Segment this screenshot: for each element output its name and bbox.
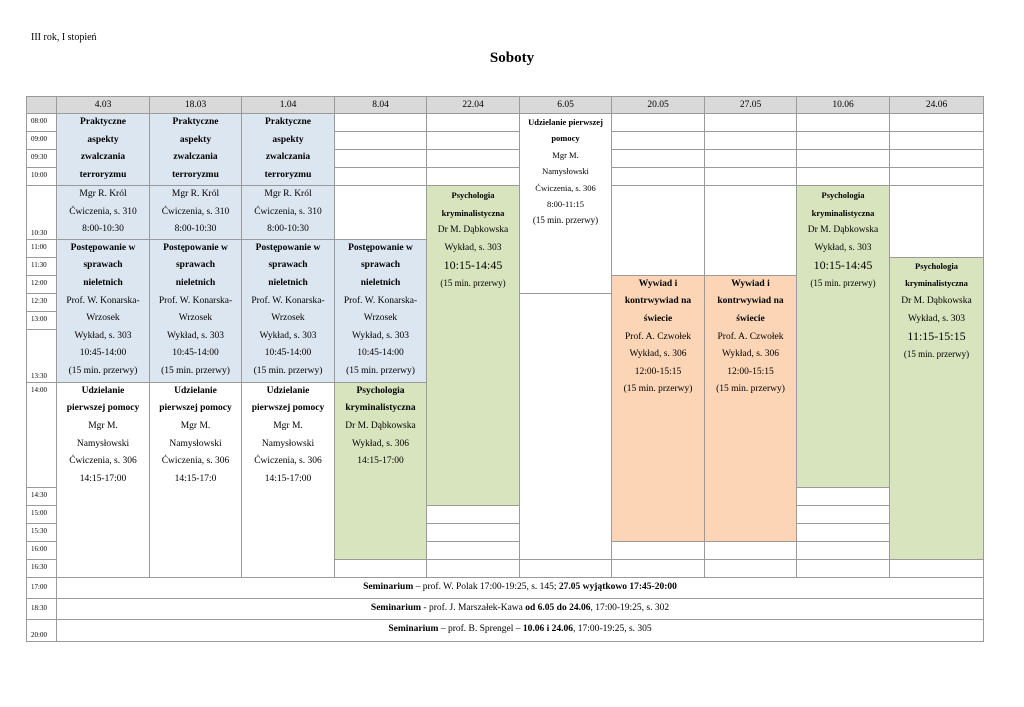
time-label: 09:00 (27, 132, 57, 150)
empty-cell (427, 541, 520, 559)
empty-cell (797, 541, 890, 559)
class-block: Praktyczne aspekty zwalczania terroryzmu (150, 114, 242, 186)
empty-cell (890, 114, 984, 132)
class-block: Postępowanie w sprawach nieletnich Prof. W. Konarska- Wrzosek Wykład, s. 303 10:45-14:00 (15 min. przerwy) (57, 239, 150, 382)
empty-cell (797, 132, 890, 150)
time-label: 10:00 (27, 168, 57, 186)
empty-cell (335, 168, 427, 186)
time-label: 13:00 (27, 311, 57, 329)
date-header: 6.05 (520, 97, 612, 114)
time-label: 09:30 (27, 150, 57, 168)
time-label: 15:30 (27, 523, 57, 541)
empty-cell (890, 559, 984, 577)
empty-cell (612, 150, 705, 168)
empty-cell (890, 132, 984, 150)
corner-cell (27, 97, 57, 114)
empty-cell (612, 168, 705, 186)
class-block: Postępowanie w sprawach nieletnich Prof. W. Konarska- Wrzosek Wykład, s. 303 10:45-14:00 (15 min. przerwy) (242, 239, 335, 382)
time-label: 18:30 (27, 598, 57, 619)
class-block: Psychologia kryminalistyczna Dr M. Dąbkowska Wykład, s. 303 10:15-14:45 (15 min. przerwy) (427, 186, 520, 506)
date-header: 8.04 (335, 97, 427, 114)
empty-cell (890, 186, 984, 258)
empty-cell (612, 559, 705, 577)
time-label: 14:30 (27, 487, 57, 505)
time-label: 11:00 (27, 239, 57, 257)
class-block: Udzielanie pierwszej pomocy Mgr M. Namysłowski Ćwiczenia, s. 306 14:15-17:00 (242, 382, 335, 577)
date-header: 18.03 (150, 97, 242, 114)
empty-cell (705, 541, 797, 559)
date-header: 27.05 (705, 97, 797, 114)
date-header: 24.06 (890, 97, 984, 114)
empty-cell (705, 114, 797, 132)
empty-cell (427, 168, 520, 186)
date-header: 1.04 (242, 97, 335, 114)
empty-cell (797, 523, 890, 541)
class-block: Wywiad i kontrwywiad na świecie Prof. A. Czwołek Wykład, s. 306 12:00-15:15 (15 min. przerwy) (705, 275, 797, 541)
empty-cell (335, 114, 427, 132)
empty-cell (335, 132, 427, 150)
time-label: 12:00 (27, 275, 57, 293)
page-subtitle: III rok, I stopień (31, 32, 97, 43)
page-title: Soboty (489, 50, 535, 66)
empty-cell (335, 150, 427, 168)
empty-cell (705, 186, 797, 276)
empty-cell (797, 168, 890, 186)
time-label: 13:30 (27, 329, 57, 382)
empty-cell (890, 168, 984, 186)
class-block: Mgr R. Król Ćwiczenia, s. 310 8:00-10:30 (57, 186, 150, 240)
time-label: 15:00 (27, 505, 57, 523)
empty-cell (520, 559, 612, 577)
empty-cell (612, 114, 705, 132)
empty-cell (427, 114, 520, 132)
class-block: Praktyczne aspekty zwalczania terroryzmu (242, 114, 335, 186)
empty-cell (427, 505, 520, 523)
class-block: Wywiad i kontrwywiad na świecie Prof. A. Czwołek Wykład, s. 306 12:00-15:15 (15 min. przerwy) (612, 275, 705, 541)
class-block: Mgr R. Król Ćwiczenia, s. 310 8:00-10:30 (150, 186, 242, 240)
class-block: Mgr R. Król Ćwiczenia, s. 310 8:00-10:30 (242, 186, 335, 240)
empty-cell (705, 150, 797, 168)
empty-cell (612, 541, 705, 559)
date-header: 20.05 (612, 97, 705, 114)
time-label: 20:00 (27, 619, 57, 641)
schedule-table (26, 96, 984, 642)
class-block: Udzielanie pierwszej pomocy Mgr M. Namysłowski Ćwiczenia, s. 306 14:15-17:0 (150, 382, 242, 577)
date-header: 4.03 (57, 97, 150, 114)
empty-cell (427, 523, 520, 541)
empty-cell (797, 487, 890, 505)
date-header: 22.04 (427, 97, 520, 114)
class-block: Psychologia kryminalistyczna Dr M. Dąbkowska Wykład, s. 303 11:15-15:15 (15 min. przerwy) (890, 257, 984, 559)
empty-cell (797, 559, 890, 577)
time-label: 16:30 (27, 559, 57, 577)
empty-cell (427, 132, 520, 150)
time-label: 08:00 (27, 114, 57, 132)
class-block: Psychologia kryminalistyczna Dr M. Dąbkowska Wykład, s. 306 14:15-17:00 (335, 382, 427, 559)
time-label: 17:00 (27, 577, 57, 598)
class-block: Psychologia kryminalistyczna Dr M. Dąbkowska Wykład, s. 303 10:15-14:45 (15 min. przerwy) (797, 186, 890, 488)
empty-cell (705, 559, 797, 577)
empty-cell (612, 132, 705, 150)
empty-cell (705, 168, 797, 186)
empty-cell (427, 150, 520, 168)
empty-cell (612, 186, 705, 276)
class-block: Postępowanie w sprawach nieletnich Prof. W. Konarska- Wrzosek Wykład, s. 303 10:45-14:00 (15 min. przerwy) (150, 239, 242, 382)
date-header: 10.06 (797, 97, 890, 114)
time-label: 14:00 (27, 382, 57, 487)
time-label: 12:30 (27, 293, 57, 311)
empty-cell (427, 559, 520, 577)
class-block: Praktyczne aspekty zwalczania terroryzmu (57, 114, 150, 186)
seminar-line: Seminarium – prof. W. Polak 17:00-19:25, s. 145; 27.05 wyjątkowo 17:45-20:00 (57, 577, 984, 598)
class-block: Postępowanie w sprawach nieletnich Prof. W. Konarska- Wrzosek Wykład, s. 303 10:45-14:00 (15 min. przerwy) (335, 239, 427, 382)
empty-cell (520, 293, 612, 559)
empty-cell (797, 150, 890, 168)
class-block: Udzielanie pierwszej pomocy Mgr M. Namysłowski Ćwiczenia, s. 306 8:00-11:15 (15 min. przerwy) (520, 114, 612, 294)
empty-cell (705, 132, 797, 150)
time-label: 11:30 (27, 257, 57, 275)
class-block: Udzielanie pierwszej pomocy Mgr M. Namysłowski Ćwiczenia, s. 306 14:15-17:00 (57, 382, 150, 577)
seminar-line: Seminarium – prof. B. Sprengel – 10.06 i 24.06, 17:00-19:25, s. 305 (57, 619, 984, 641)
empty-cell (797, 114, 890, 132)
time-label: 10:30 (27, 186, 57, 240)
seminar-line: Seminarium - prof. J. Marszałek-Kawa od 6.05 do 24.06, 17:00-19:25, s. 302 (57, 598, 984, 619)
empty-cell (335, 186, 427, 240)
time-label: 16:00 (27, 541, 57, 559)
empty-cell (890, 150, 984, 168)
empty-cell (335, 559, 427, 577)
header-row (27, 97, 984, 114)
